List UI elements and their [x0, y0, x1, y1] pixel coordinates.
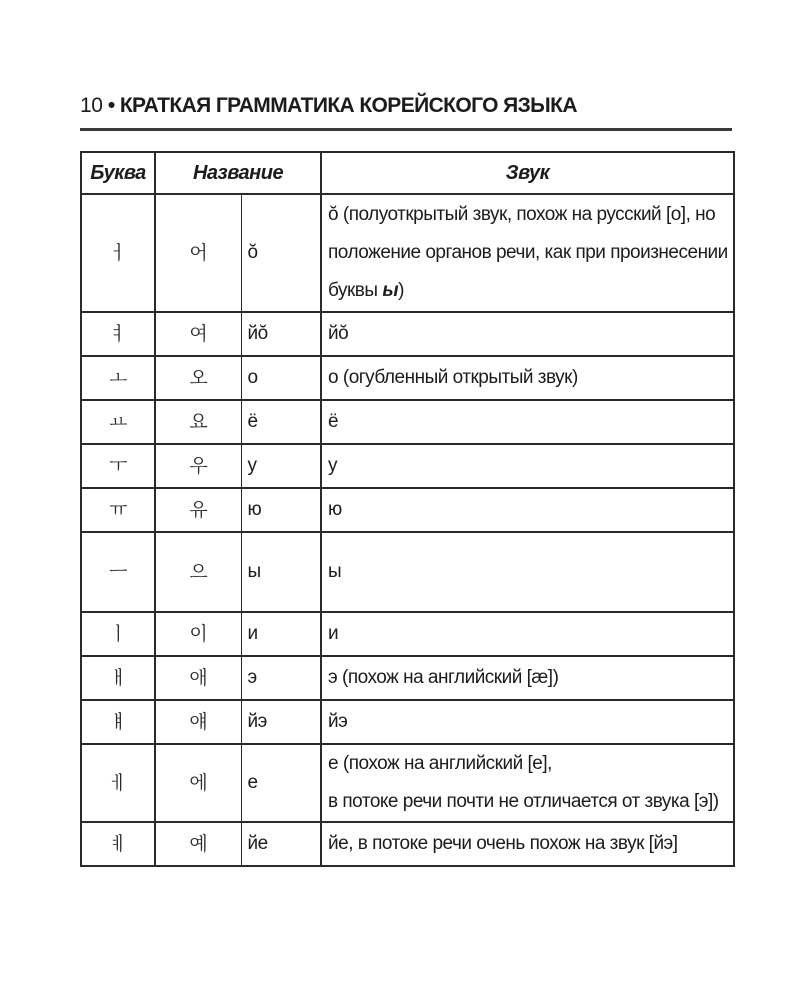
header-title: КРАТКАЯ ГРАММАТИКА КОРЕЙСКОГО ЯЗЫКА — [119, 94, 577, 117]
letter-cell: ㅖ — [81, 822, 155, 866]
sound-cell: йэ — [321, 700, 734, 744]
romanization-cell: йэ — [241, 700, 321, 744]
syllable-cell: 애 — [155, 656, 241, 700]
romanization-cell: е — [241, 744, 321, 822]
table-row — [81, 822, 734, 866]
syllable-cell: 에 — [155, 744, 241, 822]
romanization-cell: ё — [241, 400, 321, 444]
letter-cell: ㅛ — [81, 400, 155, 444]
sound-cell — [321, 194, 734, 312]
romanization-cell: и — [241, 612, 321, 656]
table-header-row — [81, 152, 734, 194]
column-header-name: Название — [155, 152, 321, 194]
sound-cell: йŏ — [321, 312, 734, 356]
sound-cell: ю — [321, 488, 734, 532]
table-row — [81, 400, 734, 444]
column-header-sound: Звук — [321, 152, 734, 194]
letter-cell: ㅓ — [81, 194, 155, 312]
romanization-cell: ŏ — [241, 194, 321, 312]
table-row — [81, 444, 734, 488]
syllable-cell: 얘 — [155, 700, 241, 744]
sound-text-end: ) — [398, 280, 404, 301]
running-head — [80, 94, 732, 118]
sound-line-2: в потоке речи почти не отличается от звука [э]) — [328, 791, 719, 812]
romanization-cell: йе — [241, 822, 321, 866]
sound-emphasis: ы — [382, 280, 399, 301]
table-row — [81, 612, 734, 656]
syllable-cell: 여 — [155, 312, 241, 356]
syllable-cell: 우 — [155, 444, 241, 488]
syllable-cell: 유 — [155, 488, 241, 532]
table-row — [81, 312, 734, 356]
syllable-cell: 예 — [155, 822, 241, 866]
table-row — [81, 488, 734, 532]
sound-cell: ы — [321, 532, 734, 612]
romanization-cell: йŏ — [241, 312, 321, 356]
letter-cell: ㅐ — [81, 656, 155, 700]
syllable-cell: 요 — [155, 400, 241, 444]
page-number: 10 — [80, 94, 103, 117]
table-row — [81, 656, 734, 700]
sound-text: ŏ (полуоткрытый звук, похож на русский [о], но положение органов речи, как при произнесении буквы — [328, 204, 728, 301]
table-row — [81, 356, 734, 400]
vowel-table — [80, 151, 735, 867]
romanization-cell: о — [241, 356, 321, 400]
sound-cell: э (похож на английский [æ]) — [321, 656, 734, 700]
romanization-cell: ю — [241, 488, 321, 532]
letter-cell: ㅕ — [81, 312, 155, 356]
letter-cell: ㅡ — [81, 532, 155, 612]
letter-cell: ㅣ — [81, 612, 155, 656]
syllable-cell: 오 — [155, 356, 241, 400]
romanization-cell: ы — [241, 532, 321, 612]
romanization-cell: э — [241, 656, 321, 700]
sound-cell: о (огубленный открытый звук) — [321, 356, 734, 400]
table-row — [81, 532, 734, 612]
header-bullet: • — [107, 94, 115, 117]
syllable-cell: 이 — [155, 612, 241, 656]
table-row — [81, 744, 734, 822]
sound-cell — [321, 744, 734, 822]
romanization-cell: у — [241, 444, 321, 488]
sound-line-1: е (похож на английский [e], — [328, 753, 552, 774]
sound-cell: у — [321, 444, 734, 488]
header-rule — [80, 128, 732, 131]
syllable-cell: 으 — [155, 532, 241, 612]
sound-cell: йе, в потоке речи очень похож на звук [йэ] — [321, 822, 734, 866]
letter-cell: ㅠ — [81, 488, 155, 532]
table-row — [81, 700, 734, 744]
letter-cell: ㅗ — [81, 356, 155, 400]
column-header-letter: Буква — [81, 152, 155, 194]
letter-cell: ㅜ — [81, 444, 155, 488]
syllable-cell: 어 — [155, 194, 241, 312]
sound-cell: и — [321, 612, 734, 656]
letter-cell: ㅒ — [81, 700, 155, 744]
letter-cell: ㅔ — [81, 744, 155, 822]
table-row — [81, 194, 734, 312]
sound-cell: ё — [321, 400, 734, 444]
